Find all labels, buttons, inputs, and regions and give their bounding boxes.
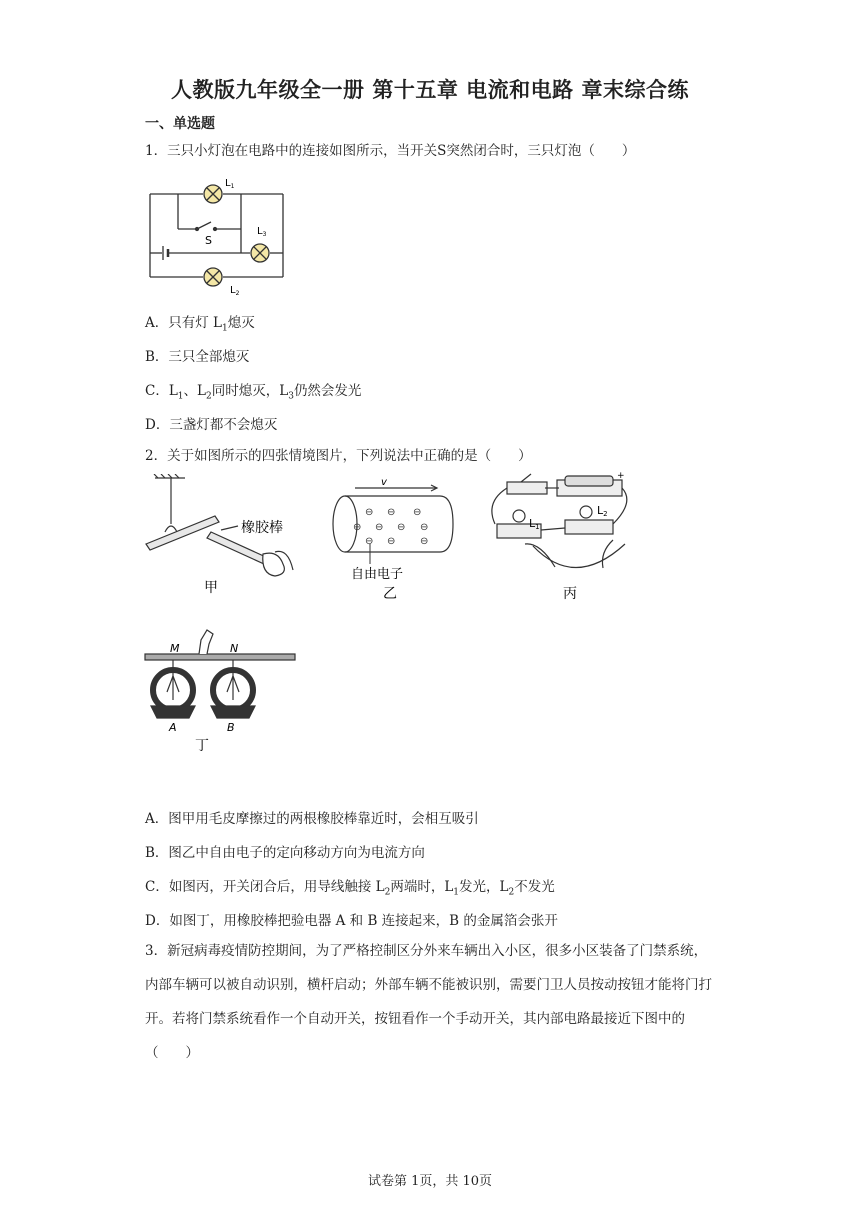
- q2-label-bing: 丙: [563, 586, 577, 602]
- svg-text:⊕: ⊕: [353, 522, 362, 533]
- q1-label-l2: $L_2$: [230, 285, 240, 297]
- q2-label-electron: 自由电子: [351, 567, 404, 582]
- q2-label-ding: 丁: [195, 738, 209, 754]
- question-2-stem: 2．关于如图所示的四张情境图片，下列说法中正确的是（ ）: [145, 448, 532, 464]
- q1-label-l1: $L_1$: [225, 178, 235, 190]
- svg-text:⊖: ⊖: [365, 507, 374, 518]
- q1-option-a[interactable]: A．只有灯 $L_1$熄灭: [145, 315, 255, 334]
- q2-figure-yi: [325, 474, 465, 604]
- svg-text:⊖: ⊖: [397, 522, 406, 533]
- q2-option-c[interactable]: C．如图丙，开关闭合后，用导线触接 $L_2$两端时，$L_1$发光，$L_2$不发光: [145, 879, 555, 898]
- q2-figure-ding: [143, 610, 303, 755]
- q2-figure-bing: [485, 472, 645, 602]
- q2-label-l1: L1: [529, 517, 540, 531]
- svg-text:⊖: ⊖: [375, 522, 384, 533]
- q1-label-l3: $L_3$: [257, 226, 267, 238]
- q2-label-v: v: [381, 477, 387, 488]
- q1-option-c[interactable]: C．$L_1$、$L_2$同时熄灭，$L_3$仍然会发光: [145, 383, 362, 402]
- q2-label-yi: 乙: [383, 586, 397, 602]
- q2-label-n: N: [230, 642, 239, 655]
- q2-label-rod: 橡胶棒: [241, 520, 283, 536]
- svg-text:⊖: ⊖: [420, 536, 429, 547]
- page-footer: 试卷第 1页，共 10页: [367, 1174, 493, 1189]
- question-1-stem: 1．三只小灯泡在电路中的连接如图所示，当开关S突然闭合时，三只灯泡（ ）: [145, 143, 636, 159]
- svg-text:⊖: ⊖: [365, 536, 374, 547]
- q1-option-b[interactable]: B．三只全部熄灭: [145, 349, 250, 365]
- svg-text:⊖: ⊖: [420, 522, 429, 533]
- q2-option-a[interactable]: A．图甲用毛皮摩擦过的两根橡胶棒靠近时，会相互吸引: [145, 811, 479, 827]
- q2-label-a: A: [169, 721, 177, 734]
- q1-label-s: S: [205, 234, 212, 247]
- q1-option-d[interactable]: D．三盏灯都不会熄灭: [145, 417, 278, 433]
- svg-text:⊖: ⊖: [387, 507, 396, 518]
- page-title: 人教版九年级全一册 第十五章 电流和电路 章末综合练: [171, 78, 689, 102]
- section-heading: 一、单选题: [145, 116, 215, 132]
- question-3-text: 3．新冠病毒疫情防控期间，为了严格控制区分外来车辆出入小区，很多小区装备了门禁系统，内部车辆可以被自动识别，横杆启动；外部车辆不能被识别，需要门卫人员按动按钮才能将门打开。若将门禁系统看作一个自动开关，按钮看作一个手动开关，其内部电路最接近下图中的（ ）: [145, 943, 712, 1061]
- q1-circuit-diagram: [145, 172, 290, 297]
- q2-label-jia: 甲: [204, 580, 218, 596]
- q2-label-l2: L2: [597, 504, 608, 518]
- svg-text:⊖: ⊖: [387, 536, 396, 547]
- q2-label-plus: +: [617, 472, 625, 481]
- svg-text:⊖: ⊖: [413, 507, 422, 518]
- q2-option-d[interactable]: D．如图丁，用橡胶棒把验电器 A 和 B 连接起来，B 的金属箔会张开: [145, 913, 558, 929]
- q2-option-b[interactable]: B．图乙中自由电子的定向移动方向为电流方向: [145, 845, 425, 861]
- q2-label-b: B: [227, 721, 235, 734]
- q2-figure-jia: [143, 474, 303, 604]
- q2-label-m: M: [170, 642, 180, 655]
